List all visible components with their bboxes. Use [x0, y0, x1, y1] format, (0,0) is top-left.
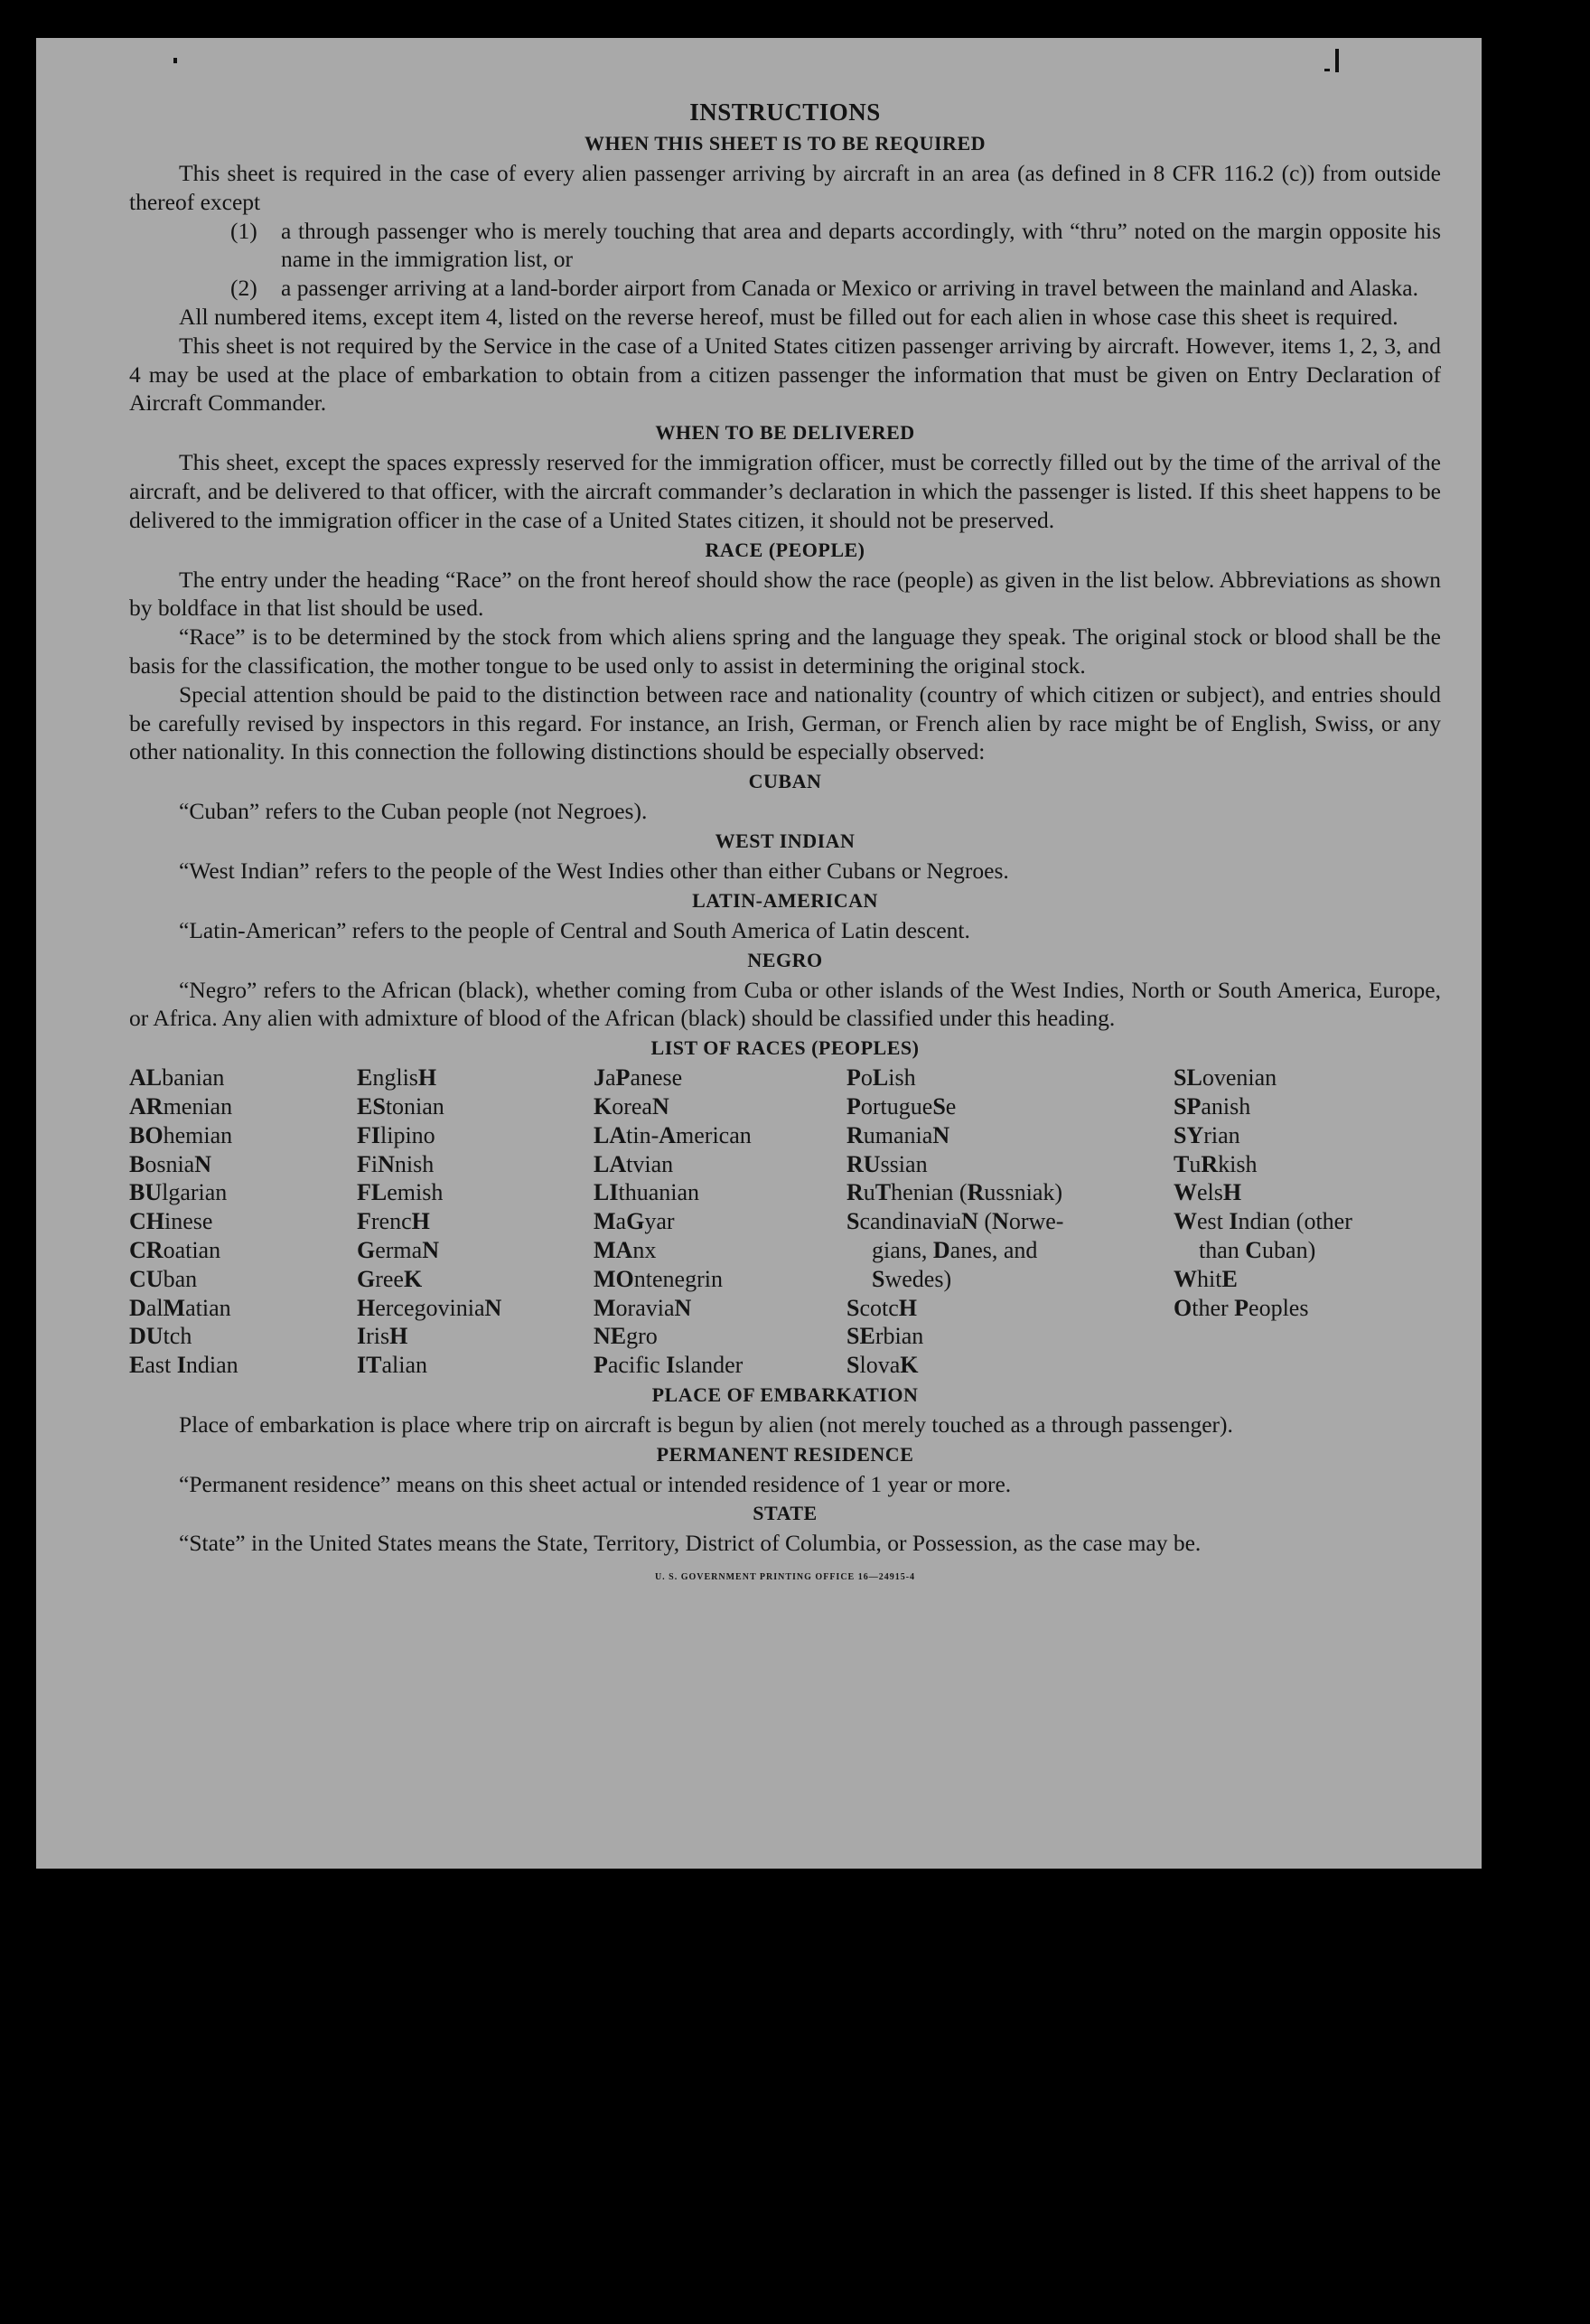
race-entry: CRoatian [129, 1236, 221, 1263]
races-column-1 [129, 1064, 357, 1380]
race-entry: gians, Danes, and [872, 1236, 1038, 1263]
race-entry: TuRkish [1174, 1150, 1258, 1177]
section-heading-state: STATE [753, 1502, 818, 1525]
document-page [36, 38, 1482, 1869]
races-list [129, 1064, 1441, 1380]
race-entry: MAnx [594, 1236, 657, 1263]
scan-mark [1335, 49, 1339, 72]
race-entry: KoreaN [594, 1092, 669, 1120]
definition-state: “State” in the United States means the State, Territory, District of Columbia, or Possession, as the case may be. [179, 1530, 1202, 1557]
race-entry: MaGyar [594, 1208, 675, 1235]
race-entry: LIthuanian [594, 1179, 699, 1206]
instructions-content [129, 96, 1441, 1592]
definition-embarkation: Place of embarkation is place where trip on aircraft is begun by alien (not merely touched as a through passenger). [179, 1410, 1233, 1438]
race-entry: PoLish [846, 1064, 916, 1092]
race-entry: IrisH [357, 1323, 408, 1350]
race-entry: Other Peoples [1174, 1294, 1309, 1321]
race-entry: DUtch [129, 1323, 192, 1350]
section-heading-when-required: WHEN THIS SHEET IS TO BE REQUIRED [584, 132, 987, 155]
definition-west-indian: “West Indian” refers to the people of the West Indies other than either Cubans or Negroes. [179, 857, 1009, 884]
race-entry: BOhemian [129, 1121, 233, 1148]
section-heading-when-delivered: WHEN TO BE DELIVERED [655, 421, 915, 445]
race-entry: RumaniaN [846, 1121, 950, 1148]
definition-cuban: “Cuban” refers to the Cuban people (not Negroes). [179, 798, 648, 825]
race-entry: RuThenian (Russniak) [846, 1179, 1063, 1206]
definition-permanent-residence: “Permanent residence” means on this sheet actual or intended residence of 1 year or more. [179, 1470, 1012, 1497]
race-entry: SPanish [1174, 1092, 1251, 1120]
paragraph: All numbered items, except item 4, listed on the reverse hereof, must be filled out for each alien in whose case this sheet is required. [179, 303, 1398, 330]
race-entry: SLovenian [1174, 1064, 1277, 1092]
race-entry: CUban [129, 1265, 198, 1292]
race-entry: East Indian [129, 1352, 238, 1379]
paragraph: This sheet is required in the case of every alien passenger arriving by aircraft in an area (as defined in 8 CFR 116.2 (c)) from outside thereof except [129, 160, 1441, 215]
paragraph: The entry under the heading “Race” on the front hereof should show the race (people) as given in the list below. Abbreviations as shown by boldface in that list should be used. [129, 566, 1441, 622]
races-column-3 [594, 1064, 846, 1380]
race-entry: GreeK [357, 1265, 423, 1292]
race-entry: HercegoviniaN [357, 1294, 502, 1321]
section-heading-west-indian: WEST INDIAN [715, 829, 856, 852]
section-heading-list-of-races: LIST OF RACES (PEOPLES) [650, 1036, 920, 1060]
race-entry: MOntenegrin [594, 1265, 723, 1292]
race-entry: FiNnish [357, 1150, 435, 1177]
race-entry: than Cuban) [1199, 1236, 1316, 1263]
numbered-item [129, 217, 1441, 275]
race-entry: WhitE [1174, 1265, 1238, 1292]
document-title: INSTRUCTIONS [689, 98, 881, 126]
numbered-item [129, 274, 1441, 303]
race-entry: ScandinaviaN (Norwe- [846, 1208, 1064, 1235]
item-text: a passenger arriving at a land-border airport from Canada or Mexico or arriving in travel between the mainland and Alaska. [281, 275, 1418, 302]
section-heading-embarkation: PLACE OF EMBARKATION [651, 1382, 919, 1406]
item-number: (2) [230, 275, 257, 302]
item-text: a through passenger who is merely touching that area and departs accordingly, with “thru” noted on the margin opposite his name in the immigration list, or [281, 217, 1441, 273]
race-entry: NEgro [594, 1323, 658, 1350]
paragraph: Special attention should be paid to the distinction between race and nationality (country of which citizen or subject), and entries should be carefully revised by inspectors in this regard. For instance, an Irish, German, or French alien by race might be of English, Swiss, or any other nationality. In this connection the following distinctions should be especially observed: [129, 680, 1441, 765]
definition-negro: “Negro” refers to the African (black), whether coming from Cuba or other islands of the West Indies, North or South America, Europe, or Africa. Any alien with admixture of blood of the African (black) should be classified under this heading. [129, 976, 1441, 1032]
section-heading-permanent-residence: PERMANENT RESIDENCE [656, 1442, 914, 1466]
race-entry: WelsH [1174, 1179, 1242, 1206]
race-entry: SlovaK [846, 1352, 919, 1379]
scan-mark [173, 58, 177, 63]
paragraph: This sheet is not required by the Service in the case of a United States citizen passenger arriving by aircraft. However, items 1, 2, 3, and 4 may be used at the place of embarkation to obtain from a citizen passenger the information that must be given on Entry Declaration of Aircraft Commander. [129, 332, 1441, 417]
race-entry: GermaN [357, 1236, 439, 1263]
race-entry: SErbian [846, 1323, 924, 1350]
race-entry: Pacific Islander [594, 1352, 744, 1379]
item-number: (1) [230, 217, 257, 244]
race-entry: Swedes) [872, 1265, 952, 1292]
races-column-2 [357, 1064, 594, 1380]
race-entry: RUssian [846, 1150, 928, 1177]
paragraph: This sheet, except the spaces expressly reserved for the immigration officer, must be correctly filled out by the time of the arrival of the aircraft, and be delivered to that officer, with the aircraft commander’s declaration in which the passenger is listed. If this sheet happens to be delivered to the immigration officer in the case of a United States citizen, it should not be preserved. [129, 449, 1441, 533]
race-entry: JaPanese [594, 1064, 683, 1092]
paragraph: “Race” is to be determined by the stock from which aliens spring and the language they speak. The original stock or blood shall be the basis for the classification, the mother tongue to be used only to assist in determining the original stock. [129, 623, 1441, 679]
race-entry: West Indian (other [1174, 1208, 1352, 1235]
race-entry: FrencH [357, 1208, 430, 1235]
race-entry: BosniaN [129, 1150, 212, 1177]
race-entry: PortugueSe [846, 1092, 957, 1120]
race-entry: FLemish [357, 1179, 444, 1206]
races-column-5 [1174, 1064, 1441, 1380]
race-entry: MoraviaN [594, 1294, 692, 1321]
race-entry: SYrian [1174, 1121, 1240, 1148]
section-heading-negro: NEGRO [747, 948, 823, 971]
section-heading-latin-american: LATIN-AMERICAN [692, 888, 878, 912]
race-entry: FIlipino [357, 1121, 435, 1148]
section-heading-cuban: CUBAN [748, 770, 822, 793]
section-heading-race: RACE (PEOPLE) [705, 538, 865, 561]
race-entry: EnglisH [357, 1064, 437, 1092]
race-entry: CHinese [129, 1208, 213, 1235]
race-entry: ScotcH [846, 1294, 918, 1321]
race-entry: BUlgarian [129, 1179, 228, 1206]
races-column-4 [846, 1064, 1174, 1380]
printing-office-footer: U. S. GOVERNMENT PRINTING OFFICE 16—24915-4 [654, 1572, 916, 1583]
scan-mark [1324, 69, 1330, 71]
race-entry: LAtin-American [594, 1121, 752, 1148]
race-entry: ALbanian [129, 1064, 225, 1092]
race-entry: EStonian [357, 1092, 444, 1120]
race-entry: LAtvian [594, 1150, 674, 1177]
definition-latin-american: “Latin-American” refers to the people of Central and South America of Latin descent. [179, 916, 970, 943]
race-entry: ITalian [357, 1352, 427, 1379]
race-entry: DalMatian [129, 1294, 231, 1321]
race-entry: ARmenian [129, 1092, 233, 1120]
